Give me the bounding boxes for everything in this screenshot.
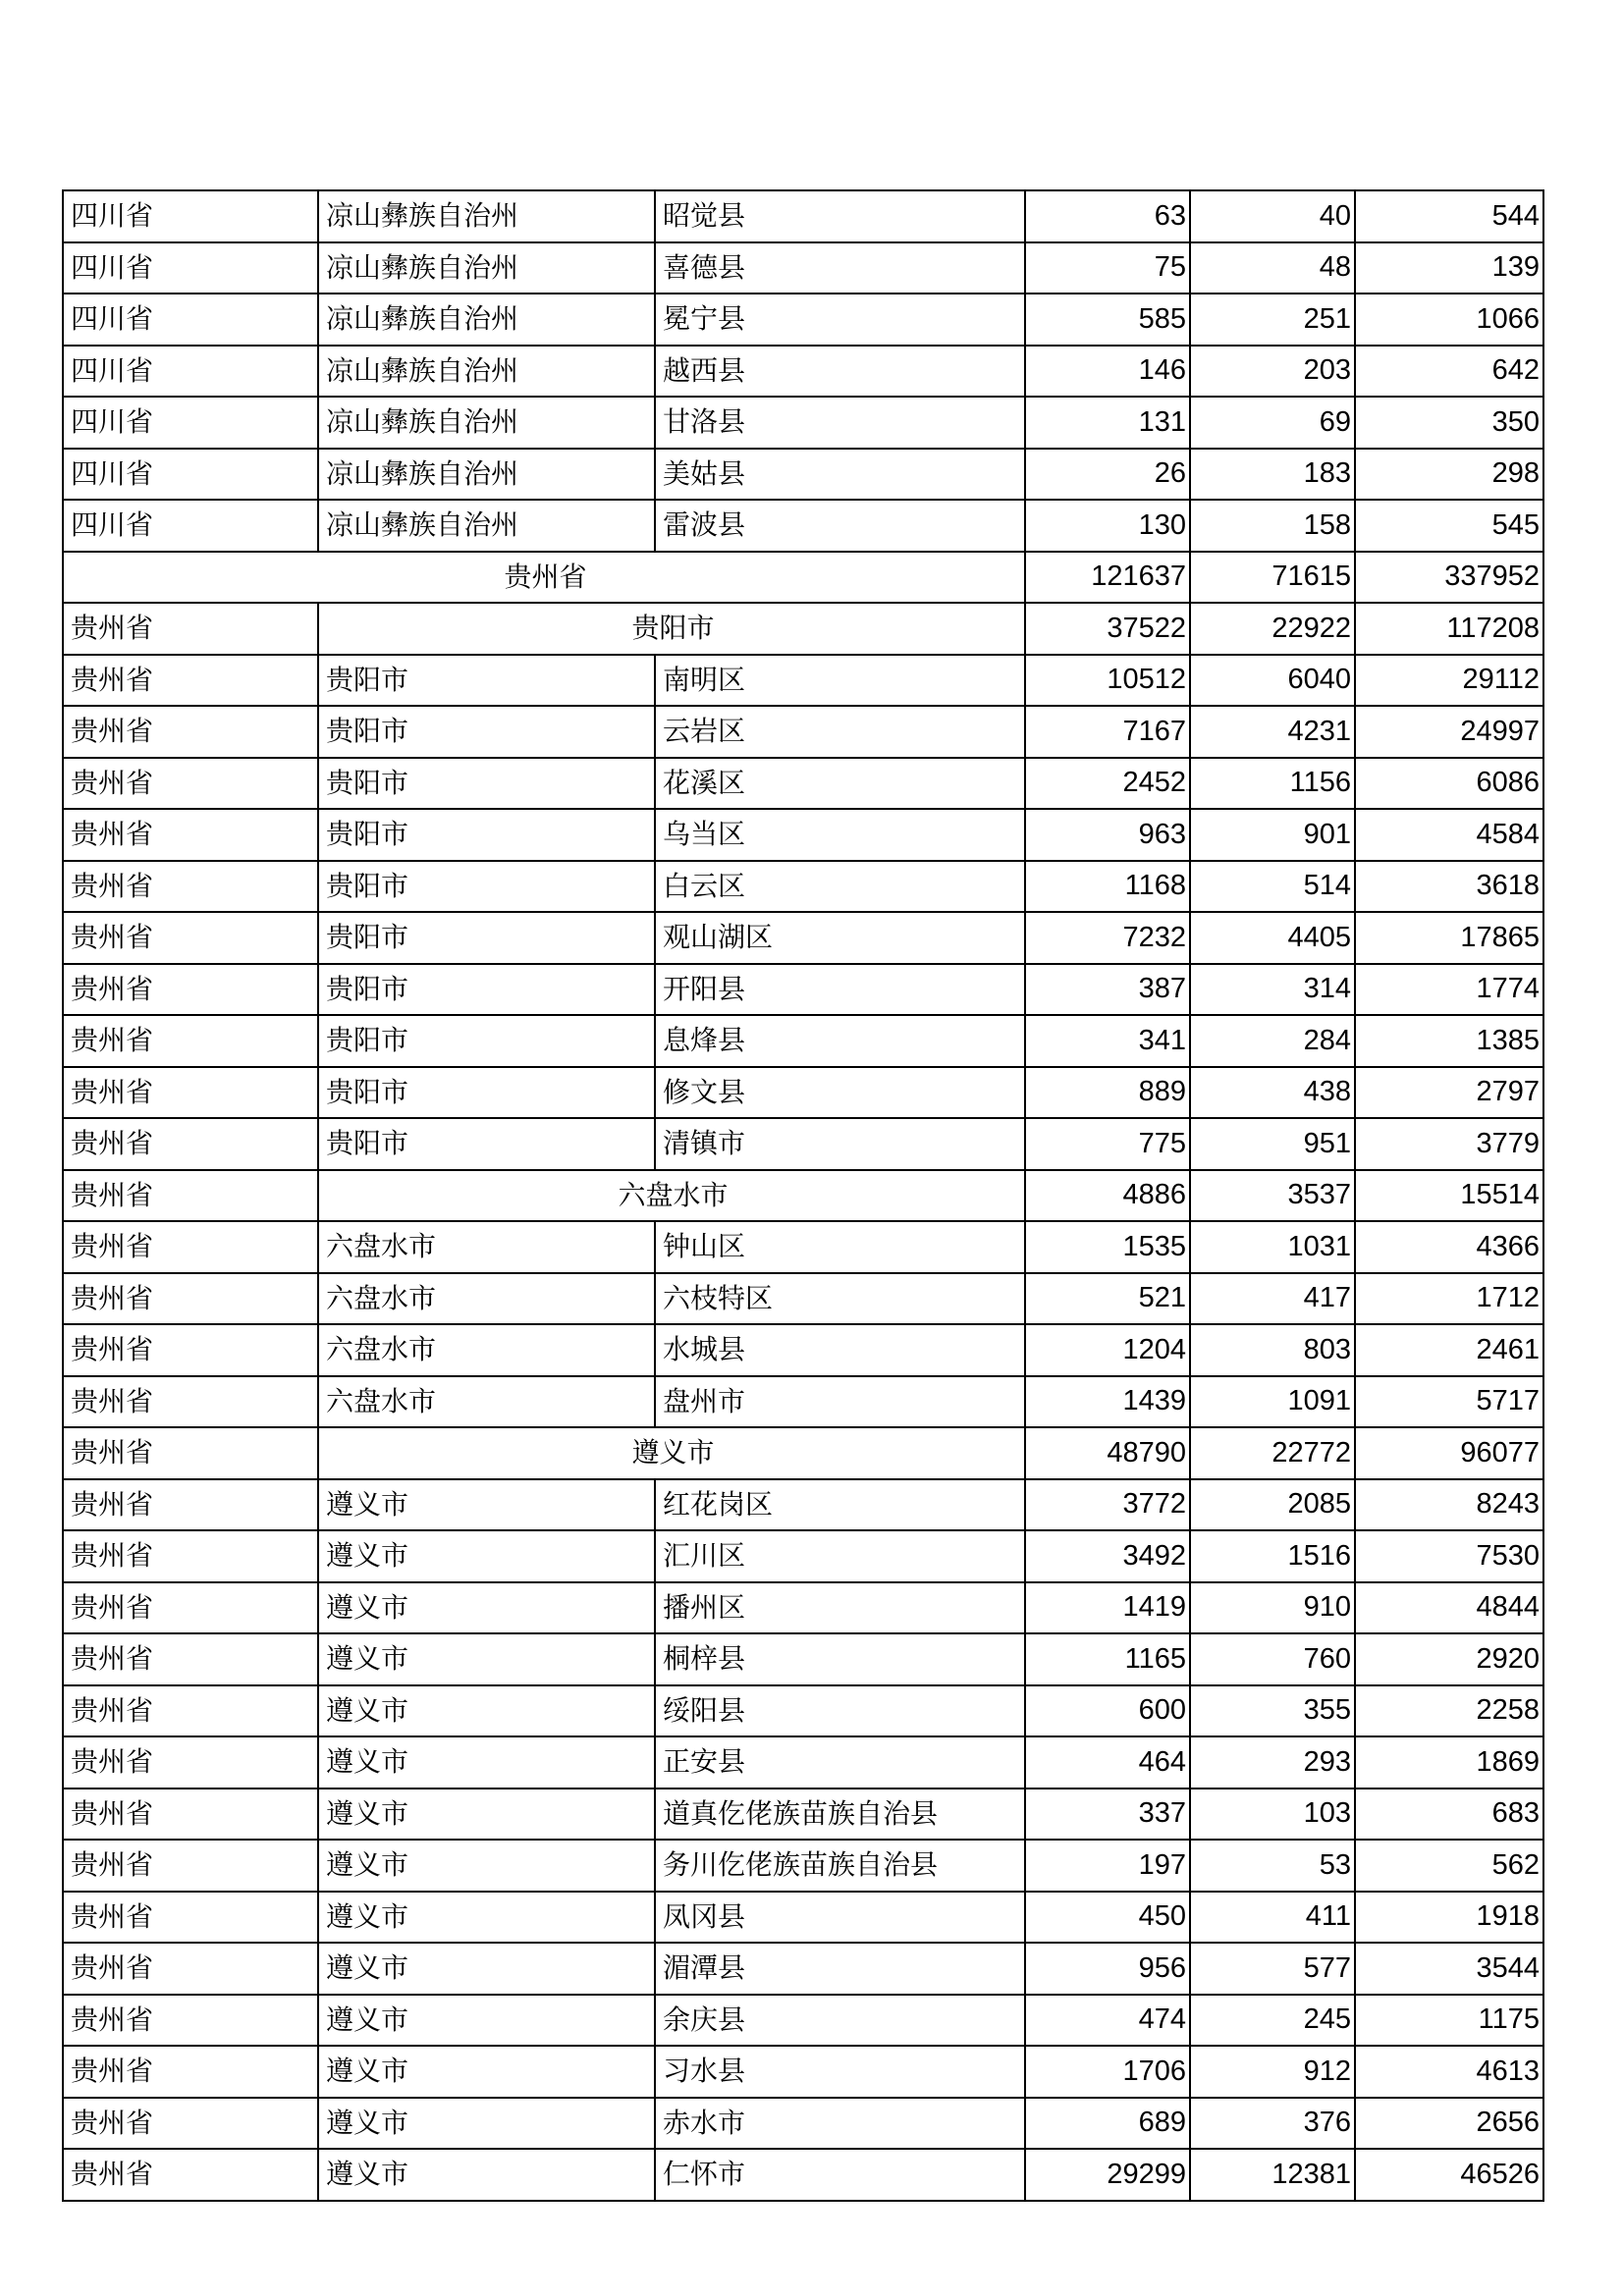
county-cell: 雷波县: [655, 500, 1025, 552]
province-cell: 贵州省: [63, 1170, 318, 1222]
value-cell-1: 1165: [1025, 1633, 1190, 1685]
table-row: [63, 2149, 1543, 2201]
value-cell-2: 4231: [1190, 706, 1355, 758]
county-cell: 白云区: [655, 861, 1025, 913]
value-cell-2: 514: [1190, 861, 1355, 913]
value-cell-1: 775: [1025, 1118, 1190, 1170]
value-cell-1: 48790: [1025, 1427, 1190, 1479]
province-cell: 四川省: [63, 242, 318, 294]
table-row: [63, 758, 1543, 810]
value-cell-3: 24997: [1355, 706, 1543, 758]
city-cell: 遵义市: [318, 1530, 655, 1582]
value-cell-3: 8243: [1355, 1479, 1543, 1531]
city-cell: 凉山彝族自治州: [318, 397, 655, 449]
county-cell: 水城县: [655, 1324, 1025, 1376]
county-cell: 凤冈县: [655, 1892, 1025, 1944]
value-cell-3: 1869: [1355, 1736, 1543, 1789]
province-cell: 贵州省: [63, 1530, 318, 1582]
province-cell: 贵州省: [63, 1582, 318, 1634]
table-row: [63, 1943, 1543, 1995]
county-cell: 绥阳县: [655, 1685, 1025, 1737]
city-cell: 遵义市: [318, 2149, 655, 2201]
value-cell-3: 1712: [1355, 1273, 1543, 1325]
table-row: [63, 294, 1543, 346]
county-cell: 美姑县: [655, 449, 1025, 501]
city-cell: 遵义市: [318, 1840, 655, 1892]
table-row: [63, 1685, 1543, 1737]
value-cell-3: 5717: [1355, 1376, 1543, 1428]
value-cell-2: 376: [1190, 2098, 1355, 2150]
value-cell-2: 40: [1190, 190, 1355, 242]
value-cell-1: 1706: [1025, 2046, 1190, 2098]
city-total-row: [63, 603, 1543, 655]
value-cell-3: 562: [1355, 1840, 1543, 1892]
value-cell-3: 545: [1355, 500, 1543, 552]
county-cell: 昭觉县: [655, 190, 1025, 242]
province-cell: 贵州省: [63, 603, 318, 655]
value-cell-3: 46526: [1355, 2149, 1543, 2201]
value-cell-3: 350: [1355, 397, 1543, 449]
city-cell: 遵义市: [318, 2046, 655, 2098]
city-cell: 贵阳市: [318, 809, 655, 861]
city-cell: 贵阳市: [318, 964, 655, 1016]
table-row: [63, 242, 1543, 294]
province-cell: 贵州省: [63, 1633, 318, 1685]
county-cell: 南明区: [655, 655, 1025, 707]
value-cell-2: 251: [1190, 294, 1355, 346]
county-cell: 盘州市: [655, 1376, 1025, 1428]
province-cell: 贵州省: [63, 1995, 318, 2047]
table-row: [63, 2046, 1543, 2098]
city-total-row: [63, 1170, 1543, 1222]
province-cell: 贵州省: [63, 1892, 318, 1944]
value-cell-2: 912: [1190, 2046, 1355, 2098]
value-cell-1: 37522: [1025, 603, 1190, 655]
city-cell: 六盘水市: [318, 1324, 655, 1376]
city-cell: 遵义市: [318, 1943, 655, 1995]
city-total-label: 贵阳市: [318, 603, 1025, 655]
county-cell: 播州区: [655, 1582, 1025, 1634]
city-cell: 贵阳市: [318, 758, 655, 810]
county-cell: 冕宁县: [655, 294, 1025, 346]
table-row: [63, 500, 1543, 552]
value-cell-2: 438: [1190, 1067, 1355, 1119]
table-row: [63, 2098, 1543, 2150]
county-cell: 务川仡佬族苗族自治县: [655, 1840, 1025, 1892]
table-row: [63, 1324, 1543, 1376]
city-cell: 六盘水市: [318, 1376, 655, 1428]
table-row: [63, 1479, 1543, 1531]
value-cell-1: 689: [1025, 2098, 1190, 2150]
province-cell: 贵州省: [63, 1427, 318, 1479]
value-cell-1: 464: [1025, 1736, 1190, 1789]
value-cell-3: 3779: [1355, 1118, 1543, 1170]
value-cell-2: 3537: [1190, 1170, 1355, 1222]
value-cell-2: 103: [1190, 1789, 1355, 1841]
province-total-row: [63, 552, 1543, 604]
value-cell-2: 48: [1190, 242, 1355, 294]
county-cell: 桐梓县: [655, 1633, 1025, 1685]
city-cell: 遵义市: [318, 1582, 655, 1634]
value-cell-1: 341: [1025, 1015, 1190, 1067]
value-cell-2: 2085: [1190, 1479, 1355, 1531]
province-cell: 贵州省: [63, 758, 318, 810]
county-cell: 六枝特区: [655, 1273, 1025, 1325]
table-row: [63, 1530, 1543, 1582]
county-cell: 汇川区: [655, 1530, 1025, 1582]
value-cell-2: 417: [1190, 1273, 1355, 1325]
city-cell: 遵义市: [318, 1479, 655, 1531]
county-cell: 钟山区: [655, 1221, 1025, 1273]
province-cell: 贵州省: [63, 2149, 318, 2201]
city-cell: 遵义市: [318, 1736, 655, 1789]
value-cell-2: 314: [1190, 964, 1355, 1016]
value-cell-1: 387: [1025, 964, 1190, 1016]
value-cell-3: 3618: [1355, 861, 1543, 913]
data-table: [62, 189, 1544, 2202]
value-cell-2: 203: [1190, 346, 1355, 398]
value-cell-1: 75: [1025, 242, 1190, 294]
province-cell: 贵州省: [63, 964, 318, 1016]
value-cell-3: 1385: [1355, 1015, 1543, 1067]
table-row: [63, 449, 1543, 501]
value-cell-1: 7167: [1025, 706, 1190, 758]
value-cell-2: 69: [1190, 397, 1355, 449]
county-cell: 湄潭县: [655, 1943, 1025, 1995]
value-cell-3: 2461: [1355, 1324, 1543, 1376]
table-row: [63, 861, 1543, 913]
city-cell: 遵义市: [318, 1685, 655, 1737]
value-cell-1: 1439: [1025, 1376, 1190, 1428]
province-cell: 贵州省: [63, 1324, 318, 1376]
province-cell: 贵州省: [63, 1015, 318, 1067]
value-cell-3: 1774: [1355, 964, 1543, 1016]
city-cell: 遵义市: [318, 1995, 655, 2047]
city-cell: 六盘水市: [318, 1221, 655, 1273]
table-row: [63, 964, 1543, 1016]
value-cell-3: 6086: [1355, 758, 1543, 810]
county-cell: 乌当区: [655, 809, 1025, 861]
value-cell-3: 1175: [1355, 1995, 1543, 2047]
value-cell-1: 2452: [1025, 758, 1190, 810]
county-cell: 道真仡佬族苗族自治县: [655, 1789, 1025, 1841]
value-cell-3: 642: [1355, 346, 1543, 398]
table-row: [63, 912, 1543, 964]
county-cell: 清镇市: [655, 1118, 1025, 1170]
province-cell: 贵州省: [63, 1736, 318, 1789]
province-cell: 四川省: [63, 190, 318, 242]
value-cell-1: 146: [1025, 346, 1190, 398]
province-cell: 贵州省: [63, 1789, 318, 1841]
county-cell: 越西县: [655, 346, 1025, 398]
city-cell: 遵义市: [318, 2098, 655, 2150]
city-cell: 遵义市: [318, 1892, 655, 1944]
province-cell: 贵州省: [63, 861, 318, 913]
value-cell-2: 355: [1190, 1685, 1355, 1737]
table-row: [63, 1118, 1543, 1170]
value-cell-3: 7530: [1355, 1530, 1543, 1582]
city-cell: 凉山彝族自治州: [318, 500, 655, 552]
province-cell: 四川省: [63, 294, 318, 346]
table-row: [63, 1376, 1543, 1428]
value-cell-1: 450: [1025, 1892, 1190, 1944]
city-cell: 凉山彝族自治州: [318, 294, 655, 346]
county-cell: 修文县: [655, 1067, 1025, 1119]
value-cell-3: 96077: [1355, 1427, 1543, 1479]
table-row: [63, 1633, 1543, 1685]
province-cell: 贵州省: [63, 1685, 318, 1737]
province-cell: 四川省: [63, 500, 318, 552]
province-cell: 贵州省: [63, 655, 318, 707]
county-cell: 红花岗区: [655, 1479, 1025, 1531]
value-cell-1: 521: [1025, 1273, 1190, 1325]
value-cell-1: 3772: [1025, 1479, 1190, 1531]
province-cell: 贵州省: [63, 1067, 318, 1119]
value-cell-3: 4844: [1355, 1582, 1543, 1634]
province-cell: 贵州省: [63, 1221, 318, 1273]
value-cell-1: 26: [1025, 449, 1190, 501]
value-cell-2: 910: [1190, 1582, 1355, 1634]
county-cell: 赤水市: [655, 2098, 1025, 2150]
county-cell: 云岩区: [655, 706, 1025, 758]
value-cell-1: 337: [1025, 1789, 1190, 1841]
value-cell-3: 4613: [1355, 2046, 1543, 2098]
value-cell-2: 1156: [1190, 758, 1355, 810]
city-cell: 贵阳市: [318, 706, 655, 758]
county-cell: 习水县: [655, 2046, 1025, 2098]
value-cell-2: 158: [1190, 500, 1355, 552]
county-cell: 喜德县: [655, 242, 1025, 294]
value-cell-3: 2797: [1355, 1067, 1543, 1119]
city-cell: 贵阳市: [318, 1067, 655, 1119]
value-cell-2: 411: [1190, 1892, 1355, 1944]
value-cell-1: 956: [1025, 1943, 1190, 1995]
value-cell-1: 197: [1025, 1840, 1190, 1892]
table-row: [63, 190, 1543, 242]
table-row: [63, 1582, 1543, 1634]
city-cell: 六盘水市: [318, 1273, 655, 1325]
province-cell: 贵州省: [63, 1273, 318, 1325]
value-cell-2: 284: [1190, 1015, 1355, 1067]
province-cell: 贵州省: [63, 1376, 318, 1428]
value-cell-3: 29112: [1355, 655, 1543, 707]
county-cell: 观山湖区: [655, 912, 1025, 964]
value-cell-2: 53: [1190, 1840, 1355, 1892]
value-cell-3: 683: [1355, 1789, 1543, 1841]
province-cell: 四川省: [63, 449, 318, 501]
value-cell-1: 3492: [1025, 1530, 1190, 1582]
table-row: [63, 1736, 1543, 1789]
city-cell: 贵阳市: [318, 655, 655, 707]
value-cell-1: 131: [1025, 397, 1190, 449]
value-cell-3: 2656: [1355, 2098, 1543, 2150]
city-cell: 遵义市: [318, 1633, 655, 1685]
value-cell-2: 6040: [1190, 655, 1355, 707]
table-row: [63, 1789, 1543, 1841]
value-cell-2: 1031: [1190, 1221, 1355, 1273]
value-cell-1: 121637: [1025, 552, 1190, 604]
table-row: [63, 1221, 1543, 1273]
value-cell-3: 15514: [1355, 1170, 1543, 1222]
value-cell-2: 293: [1190, 1736, 1355, 1789]
value-cell-1: 63: [1025, 190, 1190, 242]
value-cell-2: 12381: [1190, 2149, 1355, 2201]
province-cell: 贵州省: [63, 809, 318, 861]
value-cell-2: 245: [1190, 1995, 1355, 2047]
province-cell: 贵州省: [63, 1840, 318, 1892]
county-cell: 花溪区: [655, 758, 1025, 810]
city-cell: 贵阳市: [318, 861, 655, 913]
table-row: [63, 809, 1543, 861]
value-cell-3: 544: [1355, 190, 1543, 242]
table-row: [63, 655, 1543, 707]
value-cell-1: 4886: [1025, 1170, 1190, 1222]
city-cell: 凉山彝族自治州: [318, 449, 655, 501]
value-cell-3: 17865: [1355, 912, 1543, 964]
table-row: [63, 1273, 1543, 1325]
value-cell-3: 4584: [1355, 809, 1543, 861]
value-cell-2: 183: [1190, 449, 1355, 501]
province-cell: 四川省: [63, 346, 318, 398]
value-cell-2: 1516: [1190, 1530, 1355, 1582]
city-total-label: 遵义市: [318, 1427, 1025, 1479]
city-cell: 凉山彝族自治州: [318, 346, 655, 398]
table-row: [63, 346, 1543, 398]
province-cell: 贵州省: [63, 912, 318, 964]
value-cell-2: 71615: [1190, 552, 1355, 604]
province-total-label: 贵州省: [63, 552, 1025, 604]
county-cell: 息烽县: [655, 1015, 1025, 1067]
value-cell-2: 951: [1190, 1118, 1355, 1170]
value-cell-1: 1535: [1025, 1221, 1190, 1273]
value-cell-1: 29299: [1025, 2149, 1190, 2201]
value-cell-1: 1168: [1025, 861, 1190, 913]
value-cell-1: 130: [1025, 500, 1190, 552]
value-cell-1: 1419: [1025, 1582, 1190, 1634]
county-cell: 仁怀市: [655, 2149, 1025, 2201]
value-cell-2: 22922: [1190, 603, 1355, 655]
table-row: [63, 1067, 1543, 1119]
value-cell-3: 1918: [1355, 1892, 1543, 1944]
province-cell: 贵州省: [63, 1118, 318, 1170]
value-cell-1: 7232: [1025, 912, 1190, 964]
value-cell-1: 10512: [1025, 655, 1190, 707]
city-total-label: 六盘水市: [318, 1170, 1025, 1222]
city-total-row: [63, 1427, 1543, 1479]
table-row: [63, 1892, 1543, 1944]
value-cell-3: 1066: [1355, 294, 1543, 346]
value-cell-1: 474: [1025, 1995, 1190, 2047]
value-cell-1: 585: [1025, 294, 1190, 346]
table-row: [63, 1840, 1543, 1892]
value-cell-3: 298: [1355, 449, 1543, 501]
province-cell: 贵州省: [63, 2046, 318, 2098]
province-cell: 贵州省: [63, 706, 318, 758]
value-cell-3: 2920: [1355, 1633, 1543, 1685]
city-cell: 贵阳市: [318, 1118, 655, 1170]
value-cell-2: 901: [1190, 809, 1355, 861]
value-cell-1: 1204: [1025, 1324, 1190, 1376]
city-cell: 凉山彝族自治州: [318, 190, 655, 242]
value-cell-2: 1091: [1190, 1376, 1355, 1428]
province-cell: 贵州省: [63, 1479, 318, 1531]
city-cell: 贵阳市: [318, 1015, 655, 1067]
value-cell-2: 577: [1190, 1943, 1355, 1995]
value-cell-3: 3544: [1355, 1943, 1543, 1995]
table-row: [63, 706, 1543, 758]
value-cell-2: 22772: [1190, 1427, 1355, 1479]
province-cell: 四川省: [63, 397, 318, 449]
county-cell: 开阳县: [655, 964, 1025, 1016]
value-cell-2: 803: [1190, 1324, 1355, 1376]
table-row: [63, 1995, 1543, 2047]
province-cell: 贵州省: [63, 1943, 318, 1995]
value-cell-2: 4405: [1190, 912, 1355, 964]
value-cell-1: 889: [1025, 1067, 1190, 1119]
table-row: [63, 397, 1543, 449]
county-cell: 甘洛县: [655, 397, 1025, 449]
value-cell-3: 337952: [1355, 552, 1543, 604]
value-cell-2: 760: [1190, 1633, 1355, 1685]
province-cell: 贵州省: [63, 2098, 318, 2150]
county-cell: 正安县: [655, 1736, 1025, 1789]
value-cell-3: 2258: [1355, 1685, 1543, 1737]
city-cell: 凉山彝族自治州: [318, 242, 655, 294]
table-row: [63, 1015, 1543, 1067]
county-cell: 余庆县: [655, 1995, 1025, 2047]
value-cell-3: 4366: [1355, 1221, 1543, 1273]
value-cell-3: 139: [1355, 242, 1543, 294]
value-cell-1: 600: [1025, 1685, 1190, 1737]
value-cell-3: 117208: [1355, 603, 1543, 655]
city-cell: 贵阳市: [318, 912, 655, 964]
value-cell-1: 963: [1025, 809, 1190, 861]
table-body: [63, 190, 1543, 2201]
city-cell: 遵义市: [318, 1789, 655, 1841]
